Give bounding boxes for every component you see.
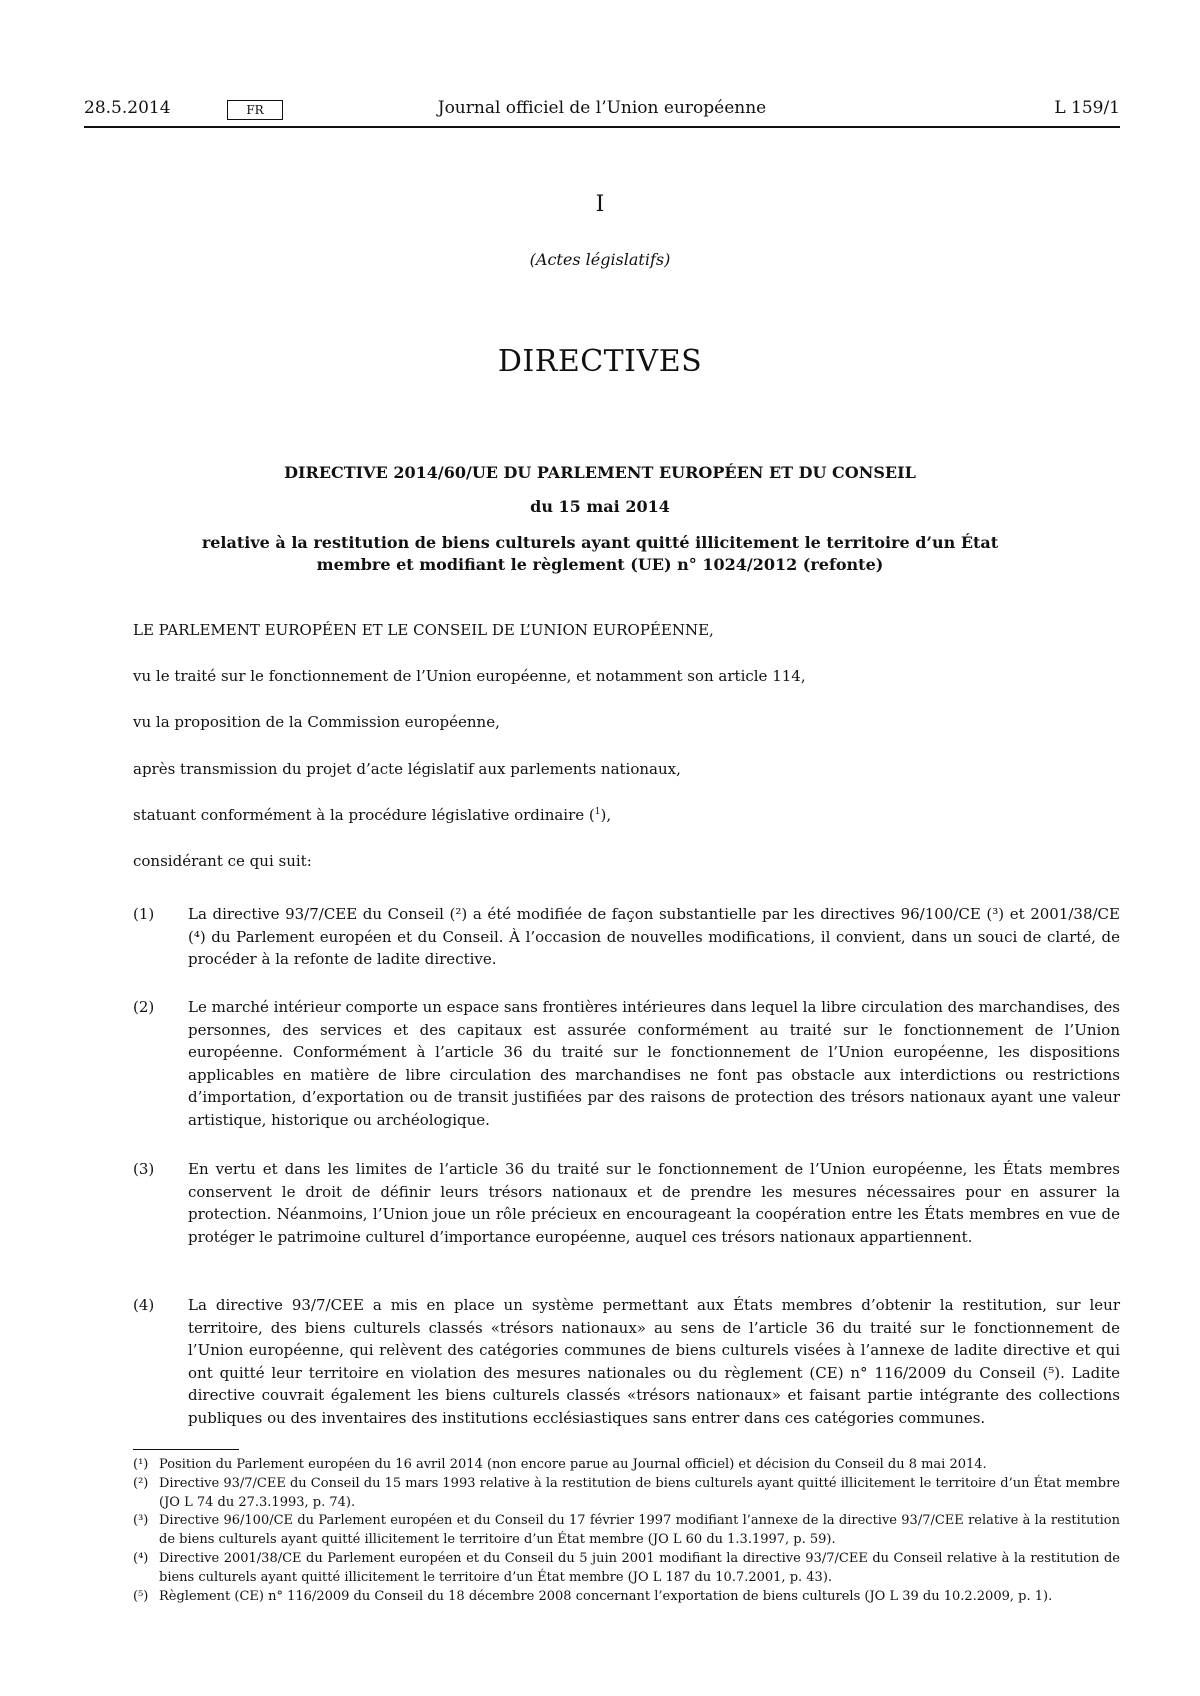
language-badge: FR [227, 100, 283, 120]
footnotes [133, 1456, 1120, 1606]
footnote [133, 1512, 1120, 1550]
citation-proposal: vu la proposition de la Commission européenne, [133, 713, 500, 731]
page-reference: L 159/1 [1054, 98, 1120, 118]
directive-title: DIRECTIVE 2014/60/UE DU PARLEMENT EUROPÉEN ET DU CONSEIL [284, 463, 916, 482]
citation-transmission: après transmission du projet d’acte législatif aux parlements nationaux, [133, 760, 681, 778]
acts-label: (Actes législatifs) [529, 250, 671, 269]
citation-procedure-end: ), [600, 806, 612, 824]
recital [133, 1158, 1120, 1274]
directive-subject: relative à la restitution de biens culturels ayant quitté illicitement le territoire d’un État membre et modifiant le règlement (UE) n° 1024/2012 (refonte) [201, 533, 999, 574]
footnote-number: (⁴) [133, 1550, 149, 1566]
recital [133, 1294, 1120, 1444]
citation-procedure-text: statuant conformément à la procédure législative ordinaire ( [133, 806, 595, 824]
part-number: I [595, 192, 605, 217]
footnote-number: (²) [133, 1475, 149, 1491]
footnote [133, 1456, 1120, 1475]
page-header [84, 98, 1120, 124]
recital-text: La directive 93/7/CEE a mis en place un système permettant aux États membres d’obtenir la restitution, sur leur territoire, des biens culturels classés «trésors nationaux» au sens de l’article 36 du traité sur le fonctionnement de l’Union européenne, qui relèvent des catégories communes de biens culturels visées à l’annexe de ladite directive et qui ont quitté leur territoire en violation des mesures nationales ou du règlement (CE) n° 116/2009 du Conseil (⁵). Ladite directive couvrait également les biens culturels classés «trésors nationaux» et faisant partie intégrante des collections publiques ou des inventaires des institutions ecclésiastiques sans entrer dans ces catégories communes. [188, 1296, 1120, 1427]
publication-date: 28.5.2014 [84, 98, 171, 118]
footnote-text: Directive 93/7/CEE du Conseil du 15 mars 1993 relative à la restitution de biens culturels ayant quitté illicitement le territoire d’un État membre (JO L 74 du 27.3.1993, p. 74). [159, 1475, 1120, 1510]
footnote-number: (¹) [133, 1457, 149, 1472]
whereas-intro: considérant ce qui suit: [133, 852, 312, 870]
footnote-reference: 1 [594, 807, 601, 817]
recital [133, 903, 1120, 973]
footnote-text: Directive 96/100/CE du Parlement européen et du Conseil du 17 février 1997 modifiant l’annexe de la directive 93/7/CEE relative à la restitution de biens culturels ayant quitté illicitement le territoire d’un État membre (JO L 60 du 1.3.1997, p. 59). [159, 1513, 1120, 1548]
footnote-text: Directive 2001/38/CE du Parlement européen et du Conseil du 5 juin 2001 modifiant la directive 93/7/CEE du Conseil relative à la restitution de biens culturels ayant quitté illicitement le territoire d’un État membre (JO L 187 du 10.7.2001, p. 43). [159, 1550, 1120, 1585]
footnote-divider [133, 1449, 239, 1450]
footnote [133, 1550, 1120, 1588]
header-divider [84, 126, 1120, 128]
footnote [133, 1475, 1120, 1513]
directive-date: du 15 mai 2014 [530, 497, 670, 516]
recital [133, 996, 1120, 1136]
footnote-number: (⁵) [133, 1588, 149, 1604]
recital-text: La directive 93/7/CEE du Conseil (²) a été modifiée de façon substantielle par les directives 96/100/CE (³) et 2001/38/CE (⁴) du Parlement européen et du Conseil. À l’occasion de nouvelles modifications, il convient, dans un souci de clarté, de procéder à la refonte de ladite directive. [188, 905, 1120, 969]
recital-text: Le marché intérieur comporte un espace sans frontières intérieures dans lequel la libre circulation des marchandises, des personnes, des services et des capitaux est assurée conformément au traité sur le fonctionnement de l’Union européenne. Conformément à l’article 36 du traité sur le fonctionnement de l’Union européenne, les dispositions applicables en matière de libre circulation des marchandises ne font pas obstacle aux interdictions ou restrictions d’importation, d’exportation ou de transit justifiées par des raisons de protection des trésors nationaux ayant une valeur artistique, historique ou archéologique. [188, 998, 1120, 1129]
section-title: DIRECTIVES [497, 344, 703, 379]
footnote-text: Règlement (CE) n° 116/2009 du Conseil du 18 décembre 2008 concernant l’exportation de biens culturels (JO L 39 du 10.2.2009, p. 1). [159, 1588, 1053, 1604]
footnote-text: Position du Parlement européen du 16 avril 2014 (non encore parue au Journal officiel) et décision du Conseil du 8 mai 2014. [159, 1457, 987, 1472]
footnote-number: (³) [133, 1513, 149, 1529]
recital-number: (2) [133, 998, 155, 1016]
journal-title: Journal officiel de l’Union européenne [437, 98, 767, 118]
citation-treaty: vu le traité sur le fonctionnement de l’Union européenne, et notamment son article 114, [133, 667, 806, 685]
recital-number: (3) [133, 1160, 155, 1178]
recital-number: (4) [133, 1296, 155, 1314]
recital-text: En vertu et dans les limites de l’article 36 du traité sur le fonctionnement de l’Union européenne, les États membres conservent le droit de définir leurs trésors nationaux et de prendre les mesures nécessaires pour en assurer la protection. Néanmoins, l’Union joue un rôle précieux en encourageant la coopération entre les États membres en vue de protéger le patrimoine culturel d’importance européenne, auquel ces trésors nationaux appartiennent. [188, 1160, 1120, 1246]
recital-number: (1) [133, 905, 155, 923]
footnote [133, 1588, 1120, 1607]
enacting-authority: LE PARLEMENT EUROPÉEN ET LE CONSEIL DE L’UNION EUROPÉENNE, [133, 621, 714, 639]
citation-procedure [133, 806, 611, 824]
